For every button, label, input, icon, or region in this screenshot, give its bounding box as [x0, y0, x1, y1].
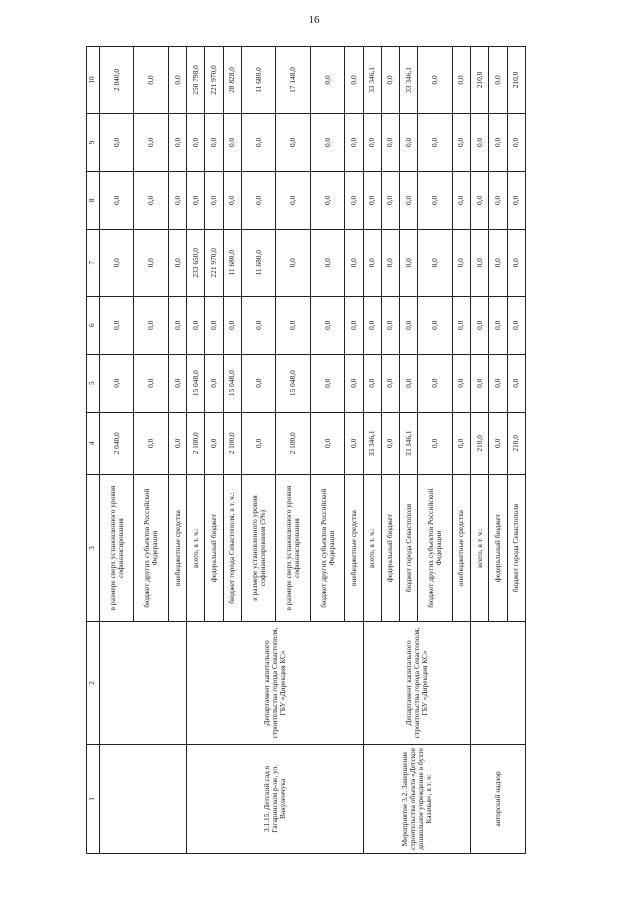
value-cell-col-7: 0,0 [276, 229, 310, 296]
funding-source-cell: в размере установленного уровня софинансирования (5%) [241, 475, 275, 622]
table-rotated-container [86, 46, 526, 854]
value-cell-col-4: 2 100,0 [223, 412, 241, 474]
value-cell-col-7: 0,0 [134, 229, 168, 296]
value-cell-col-10: 0,0 [310, 47, 344, 114]
value-cell-col-6: 0,0 [363, 296, 381, 354]
funding-source-cell: в размере сверх установленного уровня софинансирования [100, 475, 134, 622]
value-cell-col-6: 0,0 [452, 296, 470, 354]
column-header-5: 5 [87, 354, 100, 412]
value-cell-col-5: 0,0 [507, 354, 525, 412]
column-header-10: 10 [87, 47, 100, 114]
value-cell-col-9: 0,0 [400, 113, 418, 171]
value-cell-col-7: 0,0 [168, 229, 186, 296]
value-cell-col-9: 0,0 [363, 113, 381, 171]
value-cell-col-5: 0,0 [168, 354, 186, 412]
value-cell-col-9: 0,0 [507, 113, 525, 171]
value-cell-col-9: 0,0 [345, 113, 363, 171]
value-cell-col-8: 0,0 [187, 171, 205, 229]
table-row [363, 47, 381, 854]
value-cell-col-5: 0,0 [134, 354, 168, 412]
value-cell-col-6: 0,0 [223, 296, 241, 354]
value-cell-col-10: 0,0 [452, 47, 470, 114]
value-cell-col-5: 0,0 [205, 354, 223, 412]
value-cell-col-8: 0,0 [363, 171, 381, 229]
value-cell-col-10: 17 148,0 [276, 47, 310, 114]
value-cell-col-7: 11 680,0 [223, 229, 241, 296]
value-cell-col-8: 0,0 [452, 171, 470, 229]
value-cell-col-6: 0,0 [381, 296, 399, 354]
value-cell-col-4: 2 040,0 [100, 412, 134, 474]
value-cell-col-7: 0,0 [345, 229, 363, 296]
value-cell-col-5: 0,0 [310, 354, 344, 412]
value-cell-col-10: 0,0 [168, 47, 186, 114]
value-cell-col-5: 0,0 [471, 354, 489, 412]
value-cell-col-7: 0,0 [100, 229, 134, 296]
value-cell-col-6: 0,0 [418, 296, 452, 354]
value-cell-col-10: 0,0 [345, 47, 363, 114]
funding-source-cell: бюджет города Севастополя [507, 475, 525, 622]
value-cell-col-6: 0,0 [507, 296, 525, 354]
funding-source-cell: федеральный бюджет [489, 475, 507, 622]
value-cell-col-5: 0,0 [489, 354, 507, 412]
value-cell-col-8: 0,0 [168, 171, 186, 229]
executor-cell [471, 622, 526, 745]
value-cell-col-8: 0,0 [345, 171, 363, 229]
value-cell-col-4: 33 346,1 [363, 412, 381, 474]
value-cell-col-5: 0,0 [418, 354, 452, 412]
value-cell-col-8: 0,0 [471, 171, 489, 229]
event-name-cell: Мероприятие 3.2. Завершение строительства объекта «Детское дошкольное учреждение в бухте Казачья», в т. ч: [363, 744, 470, 853]
value-cell-col-7: 0,0 [310, 229, 344, 296]
executor-cell [100, 622, 187, 745]
value-cell-col-5: 0,0 [100, 354, 134, 412]
value-cell-col-6: 0,0 [345, 296, 363, 354]
value-cell-col-8: 0,0 [310, 171, 344, 229]
value-cell-col-9: 0,0 [418, 113, 452, 171]
table-body [87, 47, 526, 854]
value-cell-col-10: 11 680,0 [241, 47, 275, 114]
value-cell-col-4: 0,0 [168, 412, 186, 474]
executor-cell: Департамент капитального строительства города Севастополя, ГБУ «Дирекция КС» [363, 622, 470, 745]
event-name-cell [100, 744, 187, 853]
value-cell-col-4: 33 346,1 [400, 412, 418, 474]
funding-source-cell: в размере сверх установленного уровня софинансирования [276, 475, 310, 622]
column-header-2: 2 [87, 622, 100, 745]
value-cell-col-5: 15 048,0 [187, 354, 205, 412]
value-cell-col-4: 0,0 [345, 412, 363, 474]
value-cell-col-6: 0,0 [187, 296, 205, 354]
value-cell-col-8: 0,0 [223, 171, 241, 229]
value-cell-col-6: 0,0 [168, 296, 186, 354]
table-row [100, 47, 134, 854]
funding-source-cell: бюджет других субъектов Российской Федерации [418, 475, 452, 622]
value-cell-col-9: 0,0 [452, 113, 470, 171]
funding-source-cell: федеральный бюджет [381, 475, 399, 622]
value-cell-col-9: 0,0 [471, 113, 489, 171]
funding-source-cell: всего, в т. ч.: [363, 475, 381, 622]
value-cell-col-5: 15 048,0 [276, 354, 310, 412]
value-cell-col-6: 0,0 [471, 296, 489, 354]
value-cell-col-4: 0,0 [489, 412, 507, 474]
value-cell-col-8: 0,0 [418, 171, 452, 229]
value-cell-col-8: 0,0 [100, 171, 134, 229]
value-cell-col-5: 0,0 [363, 354, 381, 412]
value-cell-col-10: 0,0 [489, 47, 507, 114]
value-cell-col-5: 0,0 [345, 354, 363, 412]
value-cell-col-4: 210,0 [471, 412, 489, 474]
value-cell-col-8: 0,0 [134, 171, 168, 229]
value-cell-col-8: 0,0 [507, 171, 525, 229]
value-cell-col-4: 2 100,0 [187, 412, 205, 474]
column-header-6: 6 [87, 296, 100, 354]
column-header-1: 1 [87, 744, 100, 853]
value-cell-col-4: 2 100,0 [276, 412, 310, 474]
column-header-7: 7 [87, 229, 100, 296]
value-cell-col-7: 11 680,0 [241, 229, 275, 296]
page-number: 16 [308, 14, 320, 26]
value-cell-col-10: 0,0 [134, 47, 168, 114]
funding-source-cell: всего, в т. ч.: [187, 475, 205, 622]
value-cell-col-9: 0,0 [187, 113, 205, 171]
value-cell-col-9: 0,0 [205, 113, 223, 171]
value-cell-col-9: 0,0 [310, 113, 344, 171]
value-cell-col-10: 0,0 [381, 47, 399, 114]
table-row [471, 47, 489, 854]
funding-source-cell: бюджет других субъектов Российской Федерации [134, 475, 168, 622]
value-cell-col-8: 0,0 [276, 171, 310, 229]
funding-source-cell: бюджет города Севастополя [400, 475, 418, 622]
value-cell-col-9: 0,0 [223, 113, 241, 171]
funding-source-cell: внебюджетные средства [345, 475, 363, 622]
value-cell-col-9: 0,0 [241, 113, 275, 171]
budget-table [86, 46, 526, 854]
value-cell-col-6: 0,0 [489, 296, 507, 354]
value-cell-col-4: 0,0 [418, 412, 452, 474]
value-cell-col-7: 0,0 [381, 229, 399, 296]
value-cell-col-8: 0,0 [381, 171, 399, 229]
funding-source-cell: внебюджетные средства [168, 475, 186, 622]
value-cell-col-7: 0,0 [418, 229, 452, 296]
column-header-4: 4 [87, 412, 100, 474]
value-cell-col-9: 0,0 [276, 113, 310, 171]
value-cell-col-7: 221 970,0 [205, 229, 223, 296]
value-cell-col-9: 0,0 [100, 113, 134, 171]
value-cell-col-10: 210,0 [507, 47, 525, 114]
value-cell-col-8: 0,0 [205, 171, 223, 229]
value-cell-col-7: 0,0 [363, 229, 381, 296]
value-cell-col-4: 0,0 [205, 412, 223, 474]
funding-source-cell: бюджет других субъектов Российской Федерации [310, 475, 344, 622]
value-cell-col-4: 210,0 [507, 412, 525, 474]
value-cell-col-9: 0,0 [489, 113, 507, 171]
value-cell-col-4: 0,0 [310, 412, 344, 474]
value-cell-col-6: 0,0 [241, 296, 275, 354]
value-cell-col-5: 15 048,0 [223, 354, 241, 412]
funding-source-cell: всего, в т. ч.: [471, 475, 489, 622]
column-header-8: 8 [87, 171, 100, 229]
header-row [87, 47, 100, 854]
value-cell-col-8: 0,0 [400, 171, 418, 229]
value-cell-col-5: 0,0 [452, 354, 470, 412]
value-cell-col-6: 0,0 [205, 296, 223, 354]
value-cell-col-10: 2 040,0 [100, 47, 134, 114]
column-header-3: 3 [87, 475, 100, 622]
value-cell-col-8: 0,0 [241, 171, 275, 229]
value-cell-col-7: 233 650,0 [187, 229, 205, 296]
funding-source-cell: бюджет города Севастополя, в т. ч.: [223, 475, 241, 622]
funding-source-cell: федеральный бюджет [205, 475, 223, 622]
event-name-cell: 3.1.15. Детский сад в Гагаринском р-не, ул. Вакуленчука [187, 744, 363, 853]
value-cell-col-10: 28 828,0 [223, 47, 241, 114]
executor-cell: Департамент капитального строительства города Севастополя, ГБУ «Дирекция КС» [187, 622, 363, 745]
value-cell-col-9: 0,0 [381, 113, 399, 171]
value-cell-col-7: 0,0 [507, 229, 525, 296]
value-cell-col-4: 0,0 [134, 412, 168, 474]
value-cell-col-6: 0,0 [400, 296, 418, 354]
value-cell-col-7: 0,0 [471, 229, 489, 296]
value-cell-col-7: 0,0 [452, 229, 470, 296]
value-cell-col-5: 0,0 [400, 354, 418, 412]
value-cell-col-10: 210,0 [471, 47, 489, 114]
value-cell-col-5: 0,0 [241, 354, 275, 412]
value-cell-col-5: 0,0 [381, 354, 399, 412]
value-cell-col-6: 0,0 [310, 296, 344, 354]
value-cell-col-10: 33 346,1 [400, 47, 418, 114]
value-cell-col-6: 0,0 [276, 296, 310, 354]
value-cell-col-8: 0,0 [489, 171, 507, 229]
event-name-cell: авторский надзор [471, 744, 526, 853]
value-cell-col-9: 0,0 [168, 113, 186, 171]
value-cell-col-7: 0,0 [400, 229, 418, 296]
value-cell-col-4: 0,0 [241, 412, 275, 474]
value-cell-col-10: 250 798,0 [187, 47, 205, 114]
value-cell-col-6: 0,0 [100, 296, 134, 354]
value-cell-col-7: 0,0 [489, 229, 507, 296]
value-cell-col-10: 0,0 [418, 47, 452, 114]
funding-source-cell: внебюджетные средства [452, 475, 470, 622]
value-cell-col-10: 33 346,1 [363, 47, 381, 114]
value-cell-col-6: 0,0 [134, 296, 168, 354]
value-cell-col-4: 0,0 [381, 412, 399, 474]
value-cell-col-10: 221 970,0 [205, 47, 223, 114]
value-cell-col-4: 0,0 [452, 412, 470, 474]
value-cell-col-9: 0,0 [134, 113, 168, 171]
table-row [187, 47, 205, 854]
column-header-9: 9 [87, 113, 100, 171]
